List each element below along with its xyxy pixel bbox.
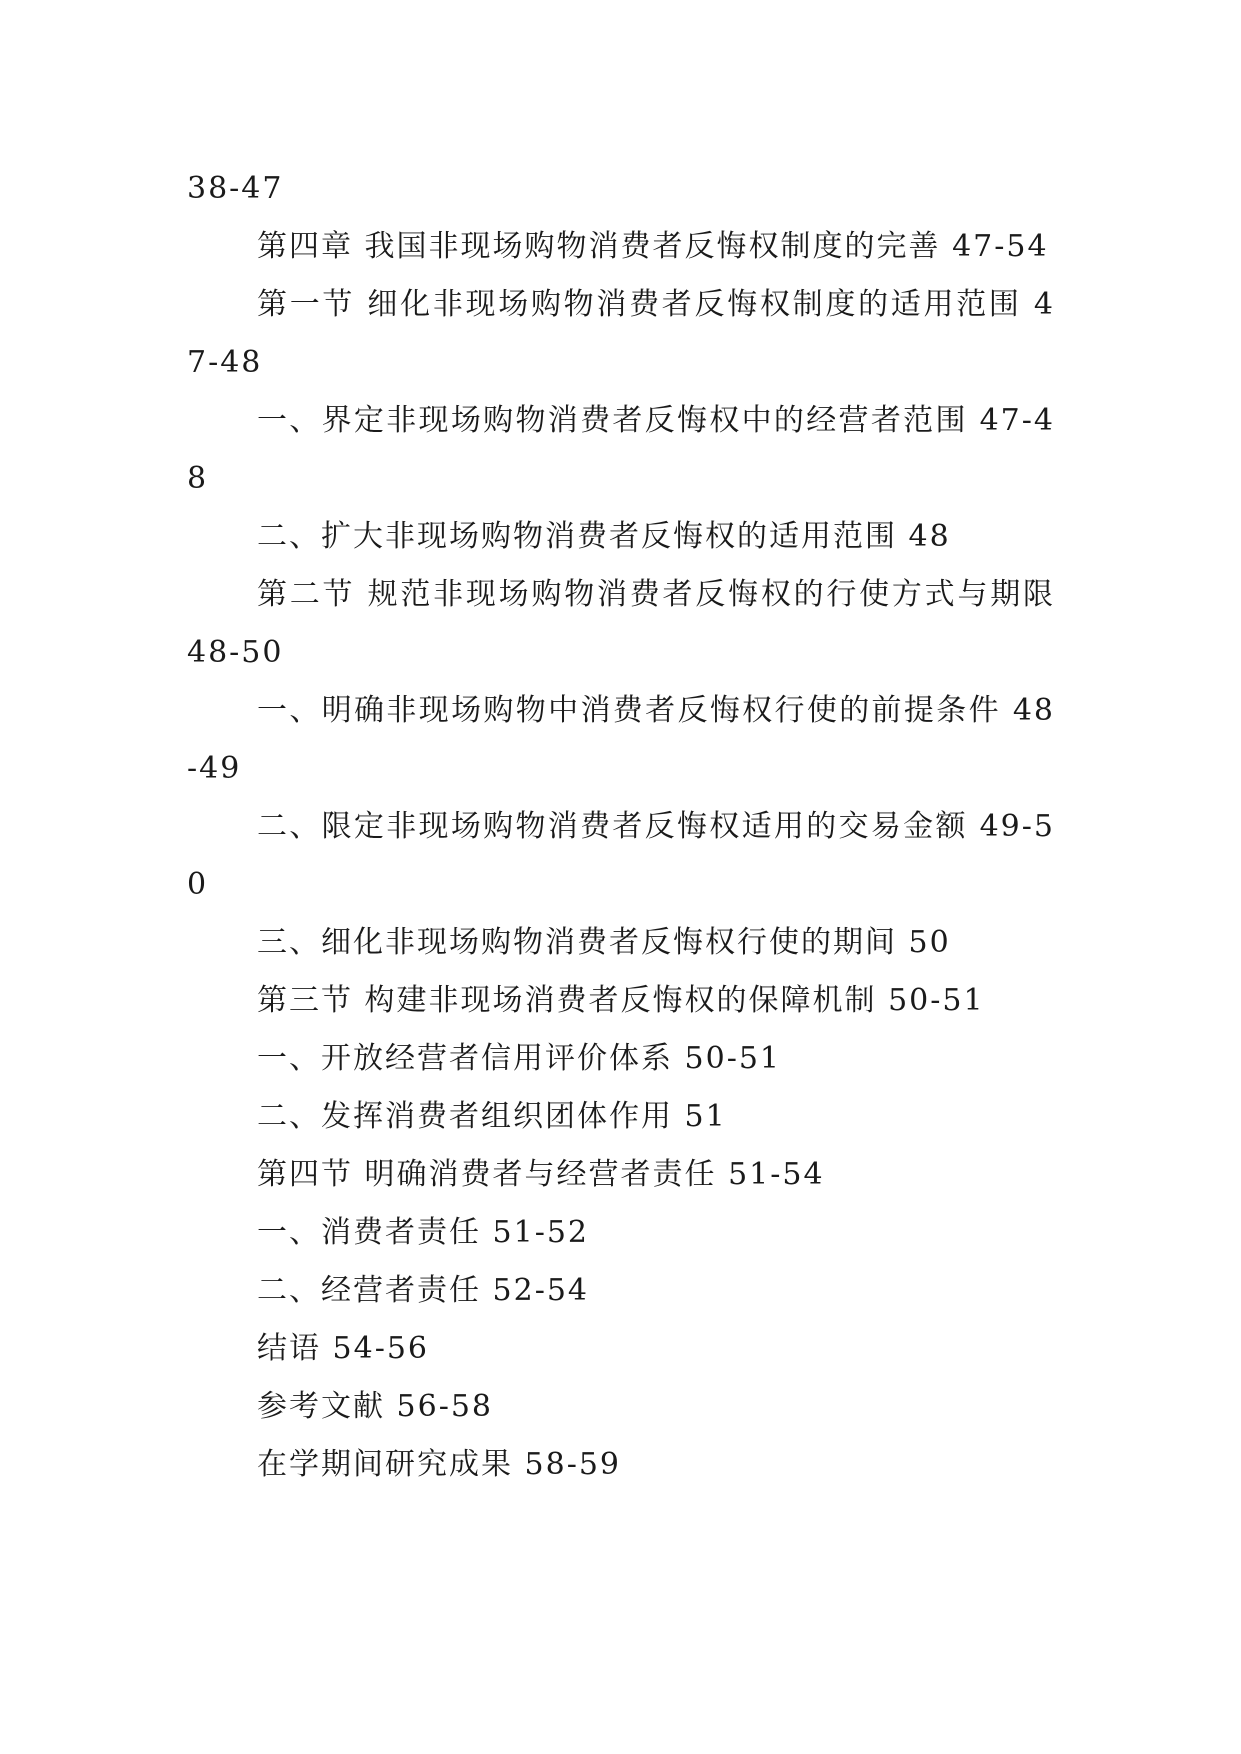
toc-entry-subsection: 一、消费者责任 51-52: [257, 1215, 590, 1250]
toc-entry-subsection: 二、经营者责任 52-54: [257, 1273, 590, 1308]
toc-entry-subsection: 一、开放经营者信用评价体系 50-51: [257, 1041, 782, 1076]
toc-entry-subsection: 一、界定非现场购物消费者反悔权中的经营者范围 47-48: [187, 403, 1055, 496]
table-of-contents: [187, 160, 1055, 1494]
toc-entry-section-1: 第一节 细化非现场购物消费者反悔权制度的适用范围 47-48: [187, 287, 1055, 380]
toc-entry-subsection: 二、发挥消费者组织团体作用 51: [257, 1099, 727, 1134]
toc-entry-subsection: 三、细化非现场购物消费者反悔权行使的期间 50: [257, 925, 951, 960]
toc-entry-section-3: 第三节 构建非现场消费者反悔权的保障机制 50-51: [257, 983, 985, 1018]
toc-entry-conclusion: 结语 54-56: [257, 1331, 430, 1366]
toc-entry-continuation: 38-47: [187, 171, 284, 206]
toc-entry-subsection: 二、扩大非现场购物消费者反悔权的适用范围 48: [257, 519, 951, 554]
toc-entry-references: 参考文献 56-58: [257, 1389, 494, 1424]
toc-entry-research-results: 在学期间研究成果 58-59: [257, 1447, 622, 1482]
toc-entry-chapter-4: 第四章 我国非现场购物消费者反悔权制度的完善 47-54: [257, 229, 1049, 264]
toc-entry-subsection: 一、明确非现场购物中消费者反悔权行使的前提条件 48-49: [187, 693, 1055, 786]
toc-entry-section-2: 第二节 规范非现场购物消费者反悔权的行使方式与期限 48-50: [187, 577, 1055, 670]
toc-entry-section-4: 第四节 明确消费者与经营者责任 51-54: [257, 1157, 825, 1192]
toc-entry-subsection: 二、限定非现场购物消费者反悔权适用的交易金额 49-50: [187, 809, 1055, 902]
